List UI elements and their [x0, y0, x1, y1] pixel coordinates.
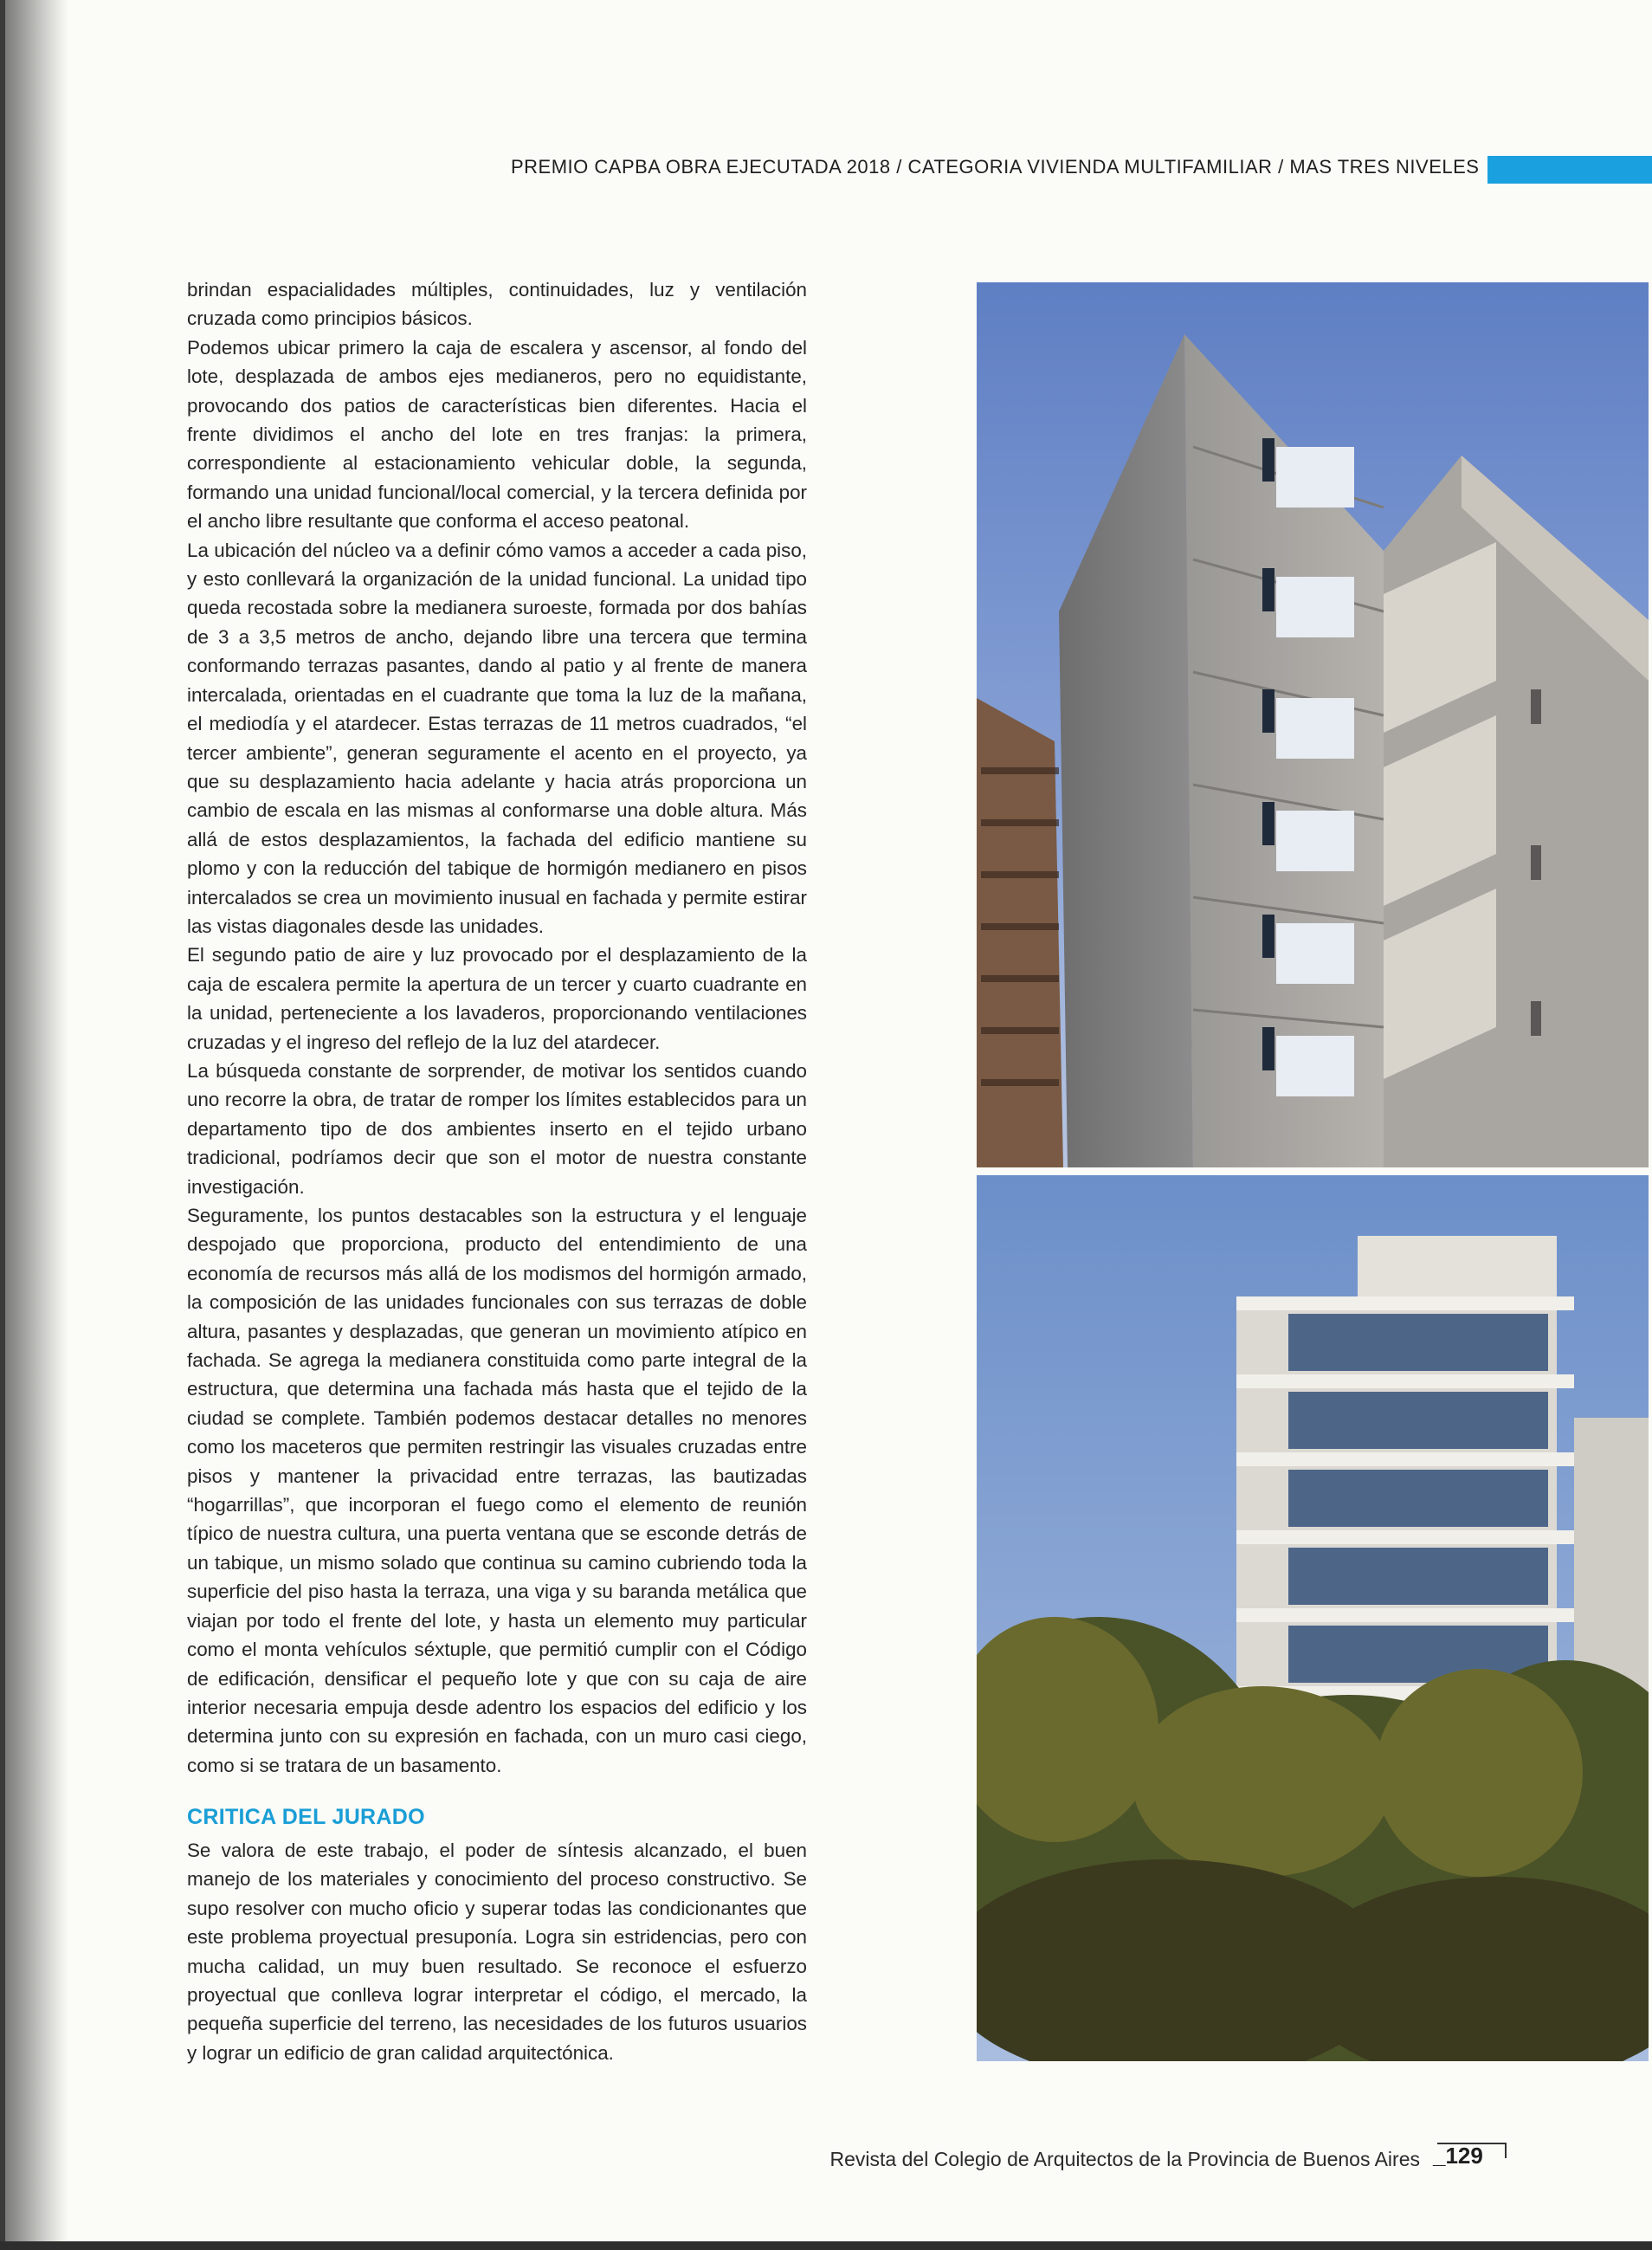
footer-publication: Revista del Colegio de Arquitectos de la Provincia de Buenos Aires — [829, 2148, 1420, 2170]
jury-text: Se valora de este trabajo, el poder de síntesis alcanzado, el buen manejo de los materiales y conocimiento del proceso constructivo. Se supo resolver con mucho oficio y superar todas las condicionantes que este problema proyectual presuponía. Logra sin estridencias, pero con mucha calidad, un muy buen resultado. Se reconoce el esfuerzo proyectual que conlleva lograr interpretar el código, el mercado, la pequeña superficie del terreno, las necesidades de los futuros usuarios y lograr un edificio de gran calidad arquitectónica. — [187, 1839, 807, 2064]
paragraph: La ubicación del núcleo va a definir cómo vamos a acceder a cada piso, y esto conllevará la organización de la unidad funcional. La unidad tipo queda recostada sobre la medianera suroeste, formada por dos bahías de 3 a 3,5 metros de ancho, dejando libre una tercera que termina conformando terrazas pasantes, dando al patio y al frente de manera intercalada, orientadas en el cuadrante que toma la luz de la mañana, el mediodía y el atardecer. Estas terrazas de 11 metros cuadrados, “el tercer ambiente”, generan seguramente el acento en el proyecto, ya que su desplazamiento hacia adelante y hacia atrás proporciona un cambio de escala en las mismas al conformarse una doble altura. Más allá de estos desplazamientos, la fachada del edificio mantiene su plomo y con la reducción del tabique de hormigón medianero en pisos intercalados se crea un movimiento inusual en fachada y permite estirar las vistas diagonales desde las unidades. — [187, 539, 807, 937]
jury-heading: CRITICA DEL JURADO — [187, 1805, 425, 1829]
running-header: PREMIO CAPBA OBRA EJECUTADA 2018 / CATEGORIA VIVIENDA MULTIFAMILIAR / MAS TRES NIVELES — [511, 156, 1480, 178]
paragraph: brindan espacialidades múltiples, continuidades, luz y ventilación cruzada como principios básicos. — [187, 279, 807, 330]
paragraph: La búsqueda constante de sorprender, de motivar los sentidos cuando uno recorre la obra, de tratar de romper los límites establecidos para un departamento tipo de dos ambientes inserto en el tejido urbano tradicional, podríamos decir que son el motor de nuestra constante investigación. — [187, 1059, 807, 1198]
paragraph: Podemos ubicar primero la caja de escalera y ascensor, al fondo del lote, desplazada de ambos ejes medianeros, pero no equidistante, provocando dos patios de características bien diferentes. Hacia el frente dividimos el ancho del lote en tres franjas: la primera, correspondiente al estacionamiento vehicular doble, la segunda, formando una unidad funcional/local comercial, y la tercera definida por el ancho libre resultante que conforma el acceso peatonal. — [187, 336, 807, 533]
article-body — [187, 275, 807, 1780]
building-photo-bottom — [977, 1175, 1649, 2061]
paragraph: El segundo patio de aire y luz provocado por el desplazamiento de la caja de escalera permite la apertura de un tercer y cuarto cuadrante en la unidad, perteneciente a los lavaderos, proporcionando ventilaciones cruzadas y el ingreso del reflejo de la luz del atardecer. — [187, 944, 807, 1053]
book-spine-shadow — [0, 0, 69, 2250]
paragraph: Seguramente, los puntos destacables son la estructura y el lenguaje despojado que proporciona, producto del entendimiento de una economía de recursos más allá de los modismos del hormigón armado, la composición de las unidades funcionales con sus terrazas de doble altura, pasantes y desplazadas, que generan un movimiento atípico en fachada. Se agrega la medianera constituida como parte integral de la estructura, que determina una fachada más hasta que el tejido de la ciudad se complete. También podemos destacar detalles no menores como los maceteros que permiten restringir las visuales cruzadas entre pisos y mantener la privacidad entre terrazas, las bautizadas “hogarrillas”, que incorporan el fuego como el elemento de reunión típico de nuestra cultura, una puerta ventana que se esconde detrás de un tabique, un mismo solado que continua su camino cubriendo toda la superficie del piso hasta la terraza, una viga y su baranda metálica que viajan por todo el frente del lote, y hasta un elemento muy particular como el monta vehículos séxtuple, que permitió cumplir con el Código de edificación, densificar el pequeño lote y que con su caja de aire interior necesaria empuja desde adentro los espacios del edificio y los determina junto con su expresión en fachada, con un muro casi ciego, como si se tratara de un basamento. — [187, 1205, 807, 1776]
page-number-value: 129 — [1445, 2143, 1483, 2169]
building-photo-top — [977, 282, 1649, 1167]
footer-tick — [1505, 2143, 1507, 2158]
page-edge — [0, 0, 5, 2250]
scan-bottom-edge — [0, 2241, 1652, 2250]
page-number — [1433, 2143, 1483, 2169]
header-accent-bar — [1487, 156, 1652, 184]
